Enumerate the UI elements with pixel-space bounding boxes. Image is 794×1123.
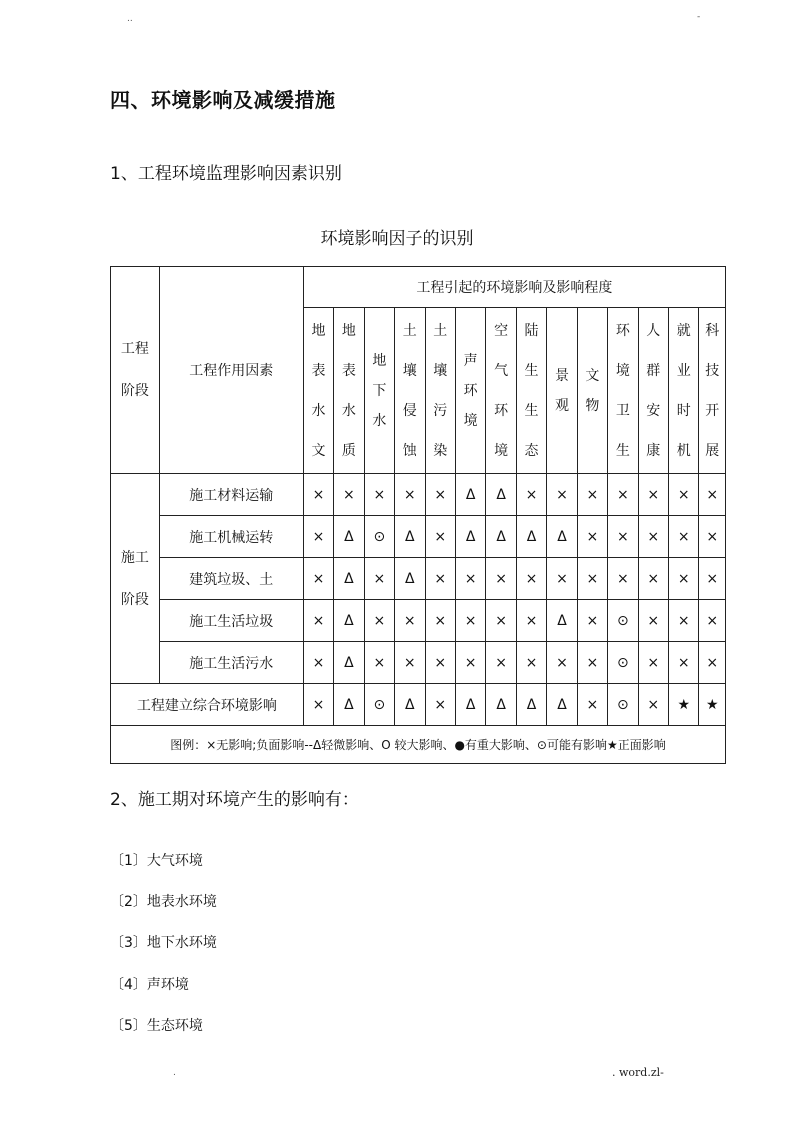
list-item: 〔4〕声环境	[110, 977, 189, 993]
row-factor	[159, 642, 303, 684]
page-footer-left: .	[173, 1068, 176, 1078]
summary-c13: ★	[699, 684, 726, 726]
cell-r1-c7: Δ	[516, 516, 546, 558]
cell-r4-c8: ×	[547, 642, 577, 684]
list-item: 〔3〕地下水环境	[110, 935, 217, 951]
row-factor	[159, 516, 303, 558]
list-item: 〔5〕生态环境	[110, 1018, 203, 1034]
page-footer-right: . word.zl-	[612, 1066, 664, 1079]
cell-r0-c5: Δ	[455, 474, 485, 516]
cell-r1-c9: ×	[577, 516, 607, 558]
row-factor-label: 建筑垃圾、土	[189, 571, 274, 588]
summary-c0: ×	[303, 684, 333, 726]
row-factor-label: 施工材料运输	[189, 487, 274, 504]
stage-construction: 施工阶段	[120, 549, 149, 608]
row-factor-label: 施工生活垃圾	[189, 613, 274, 630]
cell-r1-c6: Δ	[486, 516, 516, 558]
impact-factor-label: 声环境	[463, 352, 478, 429]
table-legend: 图例：×无影响;负面影响--Δ轻微影响、O 较大影响、●有重大影响、⊙可能有影响★正面影响	[170, 738, 666, 752]
impact-factor-label: 地表水文	[311, 322, 326, 459]
cell-r2-c13: ×	[699, 558, 726, 600]
summary-c7: Δ	[516, 684, 546, 726]
cell-r0-c11: ×	[638, 474, 668, 516]
cell-r4-c9: ×	[577, 642, 607, 684]
section-heading: 四、环境影响及减缓措施	[110, 88, 336, 112]
cell-r3-c12: ×	[669, 600, 699, 642]
cell-r2-c2: ×	[364, 558, 394, 600]
cell-r1-c2: ⊙	[364, 516, 394, 558]
cell-r2-c4: ×	[425, 558, 455, 600]
impact-factor-header	[334, 308, 364, 474]
impact-factor-header	[516, 308, 546, 474]
cell-r0-c3: ×	[395, 474, 425, 516]
summary-c9: ×	[577, 684, 607, 726]
cell-r2-c12: ×	[669, 558, 699, 600]
summary-c8: Δ	[547, 684, 577, 726]
cell-r3-c2: ×	[364, 600, 394, 642]
stage-construction-cell	[111, 474, 160, 684]
impact-factor-label: 地表水质	[341, 322, 356, 459]
impact-factor-label: 陆生生态	[524, 322, 539, 459]
impact-factor-label: 土壤污染	[433, 322, 448, 459]
summary-label-cell	[111, 684, 304, 726]
impact-factor-label: 景观	[554, 367, 569, 414]
cell-r3-c1: Δ	[334, 600, 364, 642]
cell-r4-c3: ×	[395, 642, 425, 684]
impact-factor-label: 地下水	[372, 352, 387, 429]
cell-r0-c7: ×	[516, 474, 546, 516]
cell-r3-c3: ×	[395, 600, 425, 642]
cell-r4-c12: ×	[669, 642, 699, 684]
cell-r3-c4: ×	[425, 600, 455, 642]
cell-r3-c13: ×	[699, 600, 726, 642]
impact-factor-header	[303, 308, 333, 474]
cell-r0-c2: ×	[364, 474, 394, 516]
cell-r1-c1: Δ	[334, 516, 364, 558]
impact-factor-label: 空气环境	[494, 322, 509, 459]
impact-factor-header	[425, 308, 455, 474]
cell-r2-c0: ×	[303, 558, 333, 600]
factor-header-cell	[159, 267, 303, 474]
cell-r0-c8: ×	[547, 474, 577, 516]
cell-r2-c1: Δ	[334, 558, 364, 600]
summary-c2: ⊙	[364, 684, 394, 726]
impact-factor-header	[364, 308, 394, 474]
impact-header-cell	[303, 267, 725, 308]
stage-header-cell	[111, 267, 160, 474]
cell-r2-c3: Δ	[395, 558, 425, 600]
cell-r4-c6: ×	[486, 642, 516, 684]
cell-r1-c8: Δ	[547, 516, 577, 558]
summary-c5: Δ	[455, 684, 485, 726]
cell-r0-c1: ×	[334, 474, 364, 516]
summary-c4: ×	[425, 684, 455, 726]
impact-factor-label: 土壤侵蚀	[402, 322, 417, 459]
cell-r1-c12: ×	[669, 516, 699, 558]
cell-r4-c0: ×	[303, 642, 333, 684]
row-factor-label: 施工生活污水	[189, 655, 274, 672]
cell-r2-c9: ×	[577, 558, 607, 600]
impact-factor-header	[699, 308, 726, 474]
cell-r2-c6: ×	[486, 558, 516, 600]
row-factor	[159, 558, 303, 600]
summary-c10: ⊙	[608, 684, 638, 726]
impact-factor-label: 文物	[585, 367, 600, 414]
cell-r2-c5: ×	[455, 558, 485, 600]
cell-r1-c5: Δ	[455, 516, 485, 558]
summary-c3: Δ	[395, 684, 425, 726]
impact-factor-header	[608, 308, 638, 474]
cell-r3-c8: Δ	[547, 600, 577, 642]
cell-r1-c10: ×	[608, 516, 638, 558]
cell-r3-c7: ×	[516, 600, 546, 642]
impact-factor-header	[638, 308, 668, 474]
cell-r1-c13: ×	[699, 516, 726, 558]
impact-factor-header	[486, 308, 516, 474]
cell-r0-c12: ×	[669, 474, 699, 516]
impact-factor-header	[455, 308, 485, 474]
summary-label: 工程建立综合环境影响	[136, 697, 277, 714]
cell-r0-c9: ×	[577, 474, 607, 516]
cell-r3-c0: ×	[303, 600, 333, 642]
cell-r1-c11: ×	[638, 516, 668, 558]
cell-r3-c10: ⊙	[608, 600, 638, 642]
impact-factor-header	[669, 308, 699, 474]
cell-r4-c11: ×	[638, 642, 668, 684]
page-header-left: ..	[127, 14, 133, 24]
row-factor-label: 施工机械运转	[189, 529, 274, 546]
cell-r4-c5: ×	[455, 642, 485, 684]
cell-r4-c4: ×	[425, 642, 455, 684]
cell-r4-c7: ×	[516, 642, 546, 684]
cell-r0-c13: ×	[699, 474, 726, 516]
cell-r3-c5: ×	[455, 600, 485, 642]
cell-r2-c7: ×	[516, 558, 546, 600]
cell-r4-c2: ×	[364, 642, 394, 684]
cell-r0-c4: ×	[425, 474, 455, 516]
cell-r1-c3: Δ	[395, 516, 425, 558]
summary-c6: Δ	[486, 684, 516, 726]
table-caption: 环境影响因子的识别	[320, 229, 474, 249]
impact-header: 工程引起的环境影响及影响程度	[416, 280, 613, 296]
impact-factor-label: 就业时机	[676, 322, 691, 459]
impact-factor-label: 科技开展	[705, 322, 720, 459]
summary-c1: Δ	[334, 684, 364, 726]
cell-r3-c11: ×	[638, 600, 668, 642]
cell-r2-c11: ×	[638, 558, 668, 600]
impact-factor-header	[547, 308, 577, 474]
cell-r4-c1: Δ	[334, 642, 364, 684]
cell-r2-c8: ×	[547, 558, 577, 600]
impact-factor-table	[110, 266, 726, 764]
cell-r1-c4: ×	[425, 516, 455, 558]
cell-r0-c6: Δ	[486, 474, 516, 516]
cell-r3-c6: ×	[486, 600, 516, 642]
row-factor	[159, 474, 303, 516]
impact-factor-header	[395, 308, 425, 474]
subsection-title-2: 2、施工期对环境产生的影响有：	[110, 790, 359, 810]
cell-r3-c9: ×	[577, 600, 607, 642]
list-item: 〔1〕大气环境	[110, 853, 203, 869]
cell-r4-c10: ⊙	[608, 642, 638, 684]
summary-c11: ×	[638, 684, 668, 726]
summary-c12: ★	[669, 684, 699, 726]
subsection-title-1: 1、工程环境监理影响因素识别	[110, 164, 342, 184]
stage-header: 工程阶段	[120, 341, 149, 399]
cell-r0-c10: ×	[608, 474, 638, 516]
cell-r4-c13: ×	[699, 642, 726, 684]
factor-header: 工程作用因素	[189, 363, 274, 379]
impact-factor-header	[577, 308, 607, 474]
impact-factor-label: 人群安康	[646, 322, 661, 459]
legend-cell	[111, 726, 726, 764]
cell-r1-c0: ×	[303, 516, 333, 558]
row-factor	[159, 600, 303, 642]
page-header-right: -	[697, 12, 701, 22]
list-item: 〔2〕地表水环境	[110, 894, 217, 910]
cell-r0-c0: ×	[303, 474, 333, 516]
cell-r2-c10: ×	[608, 558, 638, 600]
impact-factor-label: 环境卫生	[615, 322, 630, 459]
